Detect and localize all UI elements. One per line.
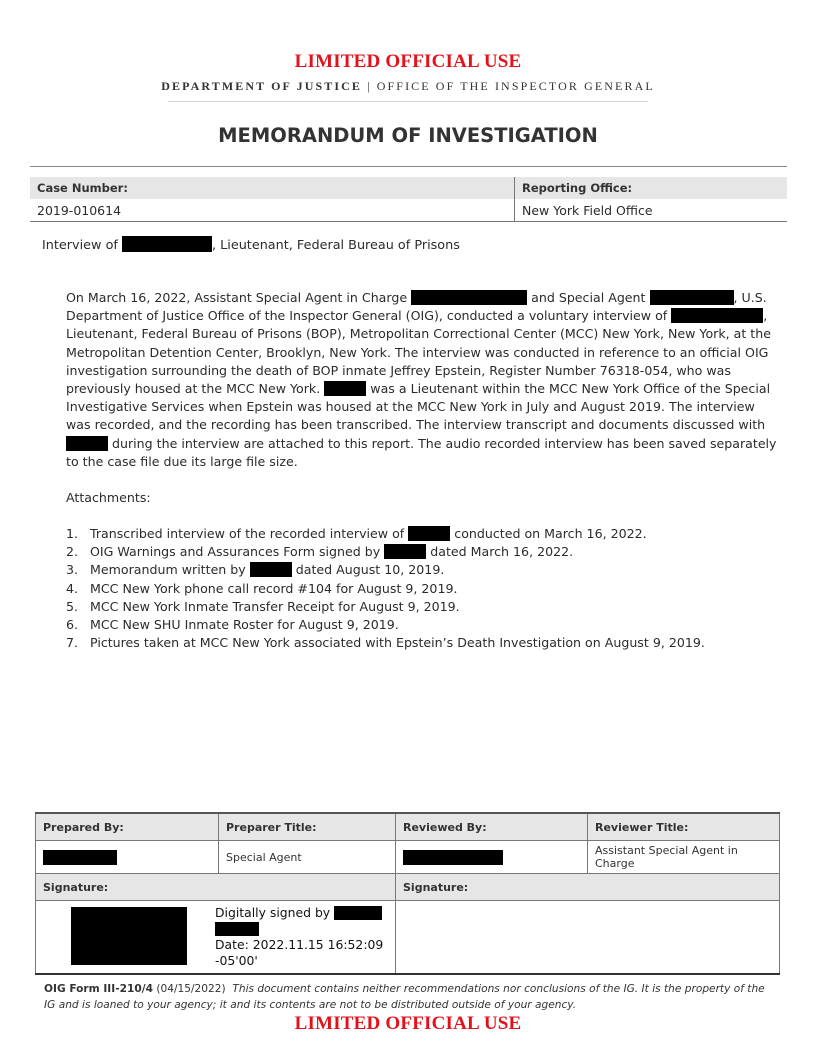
classification-banner-top: LIMITED OFFICIAL USE	[294, 51, 522, 72]
item-number: 5.	[66, 598, 79, 614]
redaction-block	[334, 906, 382, 920]
redaction-block	[324, 381, 366, 396]
redaction-block	[250, 562, 292, 577]
redaction-block	[384, 544, 426, 559]
attachment-item	[66, 616, 786, 634]
preparer-title-label: Preparer Title:	[219, 813, 396, 841]
item-number: 4.	[66, 580, 79, 596]
subject-prefix: Interview of	[42, 238, 118, 253]
body-text: and Special Agent	[531, 290, 646, 305]
item-text: dated March 16, 2022.	[430, 544, 574, 560]
reporting-office-value: New York Field Office	[515, 199, 788, 222]
office-name: OFFICE OF THE INSPECTOR GENERAL	[376, 79, 655, 93]
case-number-label: Case Number:	[30, 177, 515, 199]
digital-signature-stamp	[215, 905, 383, 969]
memo-body-paragraph	[66, 289, 778, 471]
redacted-signature-image	[71, 907, 187, 965]
signoff-table	[35, 812, 780, 975]
attachment-item	[66, 580, 786, 598]
reviewer-signature-cell	[396, 901, 780, 975]
body-text: On March 16, 2022, Assistant Special Agent in Charge	[66, 290, 408, 305]
redaction-block	[122, 236, 212, 252]
title-rule	[30, 166, 787, 167]
body-text: was a Lieutenant within the MCC New York Office of the Special Investigative Services when Epstein was housed at the MCC New York in July and August 2019. The interview was recorded, and the recording has been transcribed. The interview transcript and documents discussed with	[66, 381, 771, 433]
header-rule	[168, 101, 648, 102]
item-text: MCC New York phone call record #104 for August 9, 2019.	[90, 580, 458, 596]
attachment-item	[66, 634, 786, 652]
reviewer-title-value: Assistant Special Agent in Charge	[588, 841, 780, 874]
item-text: Pictures taken at MCC New York associated with Epstein’s Death Investigation on August 9, 2019.	[90, 635, 705, 651]
subject-suffix: , Lieutenant, Federal Bureau of Prisons	[212, 238, 460, 253]
redaction-block	[403, 850, 503, 865]
attachment-item	[66, 543, 786, 561]
attachments-list	[66, 525, 786, 652]
digital-signature-tz: -05'00'	[215, 953, 258, 968]
prepared-by-value	[36, 841, 219, 874]
item-text: Transcribed interview of the recorded interview of	[90, 526, 405, 541]
item-number: 7.	[66, 635, 79, 651]
prepared-by-label: Prepared By:	[36, 813, 219, 841]
case-number-value: 2019-010614	[30, 199, 515, 222]
body-text: during the interview are attached to this report. The audio recorded interview has been saved separately to the case file due its large file size.	[66, 435, 777, 469]
digital-signature-date: Date: 2022.11.15 16:52:09	[215, 937, 384, 952]
reviewer-title-label: Reviewer Title:	[588, 813, 780, 841]
redaction-block	[411, 290, 527, 305]
body-text: , U.S. Department of Justice Office of the Inspector General (OIG), conducted a voluntary interview of	[66, 290, 767, 324]
signature-label-reviewer: Signature:	[396, 874, 780, 901]
preparer-title-value: Special Agent	[219, 841, 396, 874]
item-number: 1.	[66, 526, 79, 541]
item-text: Memorandum written by	[90, 562, 246, 578]
redaction-block	[650, 290, 734, 305]
item-text: dated August 10, 2019.	[295, 562, 445, 578]
preparer-signature-cell	[36, 901, 396, 975]
classification-banner-bottom: LIMITED OFFICIAL USE	[294, 1013, 522, 1034]
digital-signed-text: Digitally signed by	[215, 905, 331, 920]
attachment-item	[66, 598, 786, 616]
redaction-block	[43, 850, 117, 865]
form-number: OIG Form III-210/4	[44, 983, 153, 995]
body-text: , Lieutenant, Federal Bureau of Prisons (BOP), Metropolitan Correctional Center (MCC) New York, New York, at the Metropolitan Detention Center, Brooklyn, New York. The interview was conducted in reference to an official OIG investigation surrounding the death of BOP inmate Jeffrey Epstein, Register Number 76318-054, who was previously housed at the MCC New York.	[66, 308, 771, 397]
item-text: conducted on March 16, 2022.	[454, 526, 647, 541]
item-text: MCC New York Inmate Transfer Receipt for August 9, 2019.	[90, 598, 460, 614]
department-name: DEPARTMENT OF JUSTICE	[161, 79, 363, 93]
redaction-block	[66, 436, 108, 451]
reporting-office-label: Reporting Office:	[515, 177, 788, 199]
redaction-block	[215, 922, 259, 936]
form-date: (04/15/2022)	[156, 983, 226, 995]
reviewed-by-value	[396, 841, 588, 874]
attachment-item	[66, 561, 786, 579]
memo-subject	[42, 236, 460, 253]
header-divider: |	[367, 79, 372, 93]
memo-title: MEMORANDUM OF INVESTIGATION	[218, 124, 598, 147]
attachment-item	[66, 525, 786, 543]
item-text: MCC New SHU Inmate Roster for August 9, 2019.	[90, 617, 399, 633]
item-number: 3.	[66, 562, 79, 578]
item-number: 2.	[66, 544, 79, 560]
redaction-block	[408, 526, 450, 541]
redaction-block	[671, 308, 763, 323]
reviewed-by-label: Reviewed By:	[396, 813, 588, 841]
department-header	[0, 79, 816, 94]
attachments-label: Attachments:	[66, 490, 151, 505]
signature-label: Signature:	[36, 874, 396, 901]
item-text: OIG Warnings and Assurances Form signed by	[90, 544, 381, 560]
item-number: 6.	[66, 617, 79, 633]
case-info-table	[30, 177, 787, 222]
footer-notice: This document contains neither recommendations nor conclusions of the IG. It is the property of the IG and is loaned to your agency; it and its contents are not to be distributed outside of your agency.	[44, 983, 765, 1011]
form-footer	[44, 981, 774, 1013]
